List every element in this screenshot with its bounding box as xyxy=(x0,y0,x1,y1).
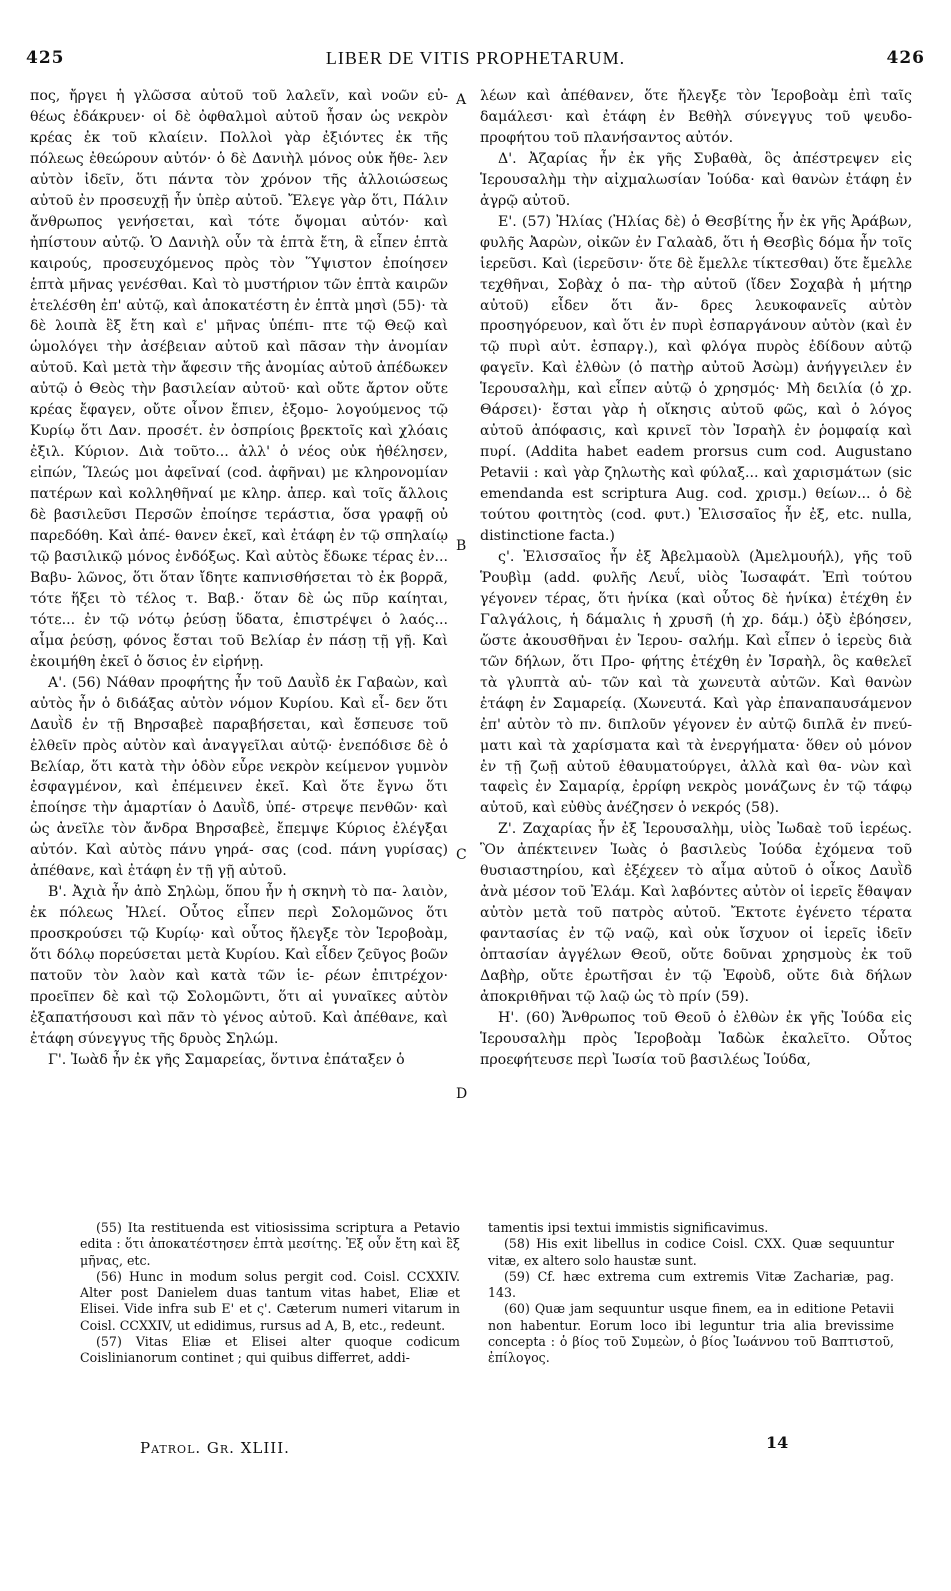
page-number-right: 426 xyxy=(886,48,925,68)
paragraph: Γ'. Ἰωὰδ ἦν ἐκ γῆς Σαμαρείας, ὅντινα ἐπάταξεν ὁ xyxy=(48,1051,405,1068)
paragraph: Η'. (60) Ἄνθρωπος τοῦ Θεοῦ ὁ ἐλθὼν ἐκ γῆς Ἰούδα εἰς Ἱερουσαλὴμ πρὸς Ἱεροβοὰμ Ἰαδὼκ ἐκαλεῖτο. Οὗτος προεφήτευσε περὶ Ἰωσία τοῦ βασιλέως Ἰούδα, xyxy=(480,1009,912,1068)
paragraph: Ζ'. Ζαχαρίας ἦν ἐξ Ἱερουσαλὴμ, υἱὸς Ἰωδαὲ τοῦ ἱερέως. Ὃν ἀπέκτεινεν Ἰωὰς ὁ βασιλεὺς Ἰούδα ἐχόμενα τοῦ θυσιαστηρίου, καὶ ἐξέχεεν τὸ αἷμα αὐτοῦ ὁ οἶκος Δαυῒδ ἀνὰ μέσον τοῦ Ἐλάμ. Καὶ λαβόντες αὐτὸν οἱ ἱερεῖς ἔθαψαν αὐτὸν μετὰ τοῦ πατρὸς αὐτοῦ. Ἔκτοτε ἐγένετο τέρατα φαντασίας ἐν τῷ ναῷ, καὶ οὐκ ἴσχυον οἱ ἱερεῖς ἰδεῖν ὀπτασίαν ἀγγέλων Θεοῦ, οὔτε δοῦναι χρησμοὺς ἐκ τοῦ Δαβὴρ, οὔτε ἐρωτῆσαι ἐν τῷ Ἐφοὺδ, οὔτε διὰ δήλων ἀποκριθῆναι τῷ λαῷ ὡς τὸ πρίν (59). xyxy=(480,821,912,1005)
paragraph: Β'. Ἀχιὰ ἦν ἀπὸ Σηλὼμ, ὅπου ἦν ἡ σκηνὴ τὸ πα- λαιὸν, ἐκ πόλεως Ἠλεί. Οὗτος εἶπεν περὶ Σολομῶνος ὅτι προσκρούσει τῷ Κυρίῳ· καὶ οὗτος ἤλεγξε τὸν Ἱεροβοὰμ, ὅτι δόλῳ πορεύσεται μετὰ Κυρίου. Καὶ εἶδεν ζεῦγος βοῶν πατοῦν τὸν λαὸν καὶ κατὰ τῶν ἱε- ρέων ἐπιτρέχον· προεῖπεν δὲ καὶ τῷ Σολομῶντι, ὅτι αἱ γυναῖκες αὐτὸν ἐξαπατήσουσι καὶ πᾶν τὸ γένος αὐτοῦ. Καὶ ἀπέθανε, καὶ ἐτάφη σύνεγγυς τῆς δρυὸς Σηλώμ. xyxy=(30,884,448,1047)
footnotes-right xyxy=(488,1220,894,1367)
footnotes-left xyxy=(80,1220,460,1367)
footnote: (59) Cf. hæc extrema cum extremis Vitæ Zachariæ, pag. 143. xyxy=(488,1268,894,1301)
paragraph: Δ'. Ἀζαρίας ἦν ἐκ γῆς Συβαθὰ, ὃς ἀπέστρεψεν εἰς Ἱερουσαλὴμ τὴν αἰχμαλωσίαν Ἰούδα· καὶ θανὼν ἐτάφη ἐν ἀγρῷ αὐτοῦ. xyxy=(480,150,912,209)
paragraph: Α'. (56) Νάθαν προφήτης ἦν τοῦ Δαυῒδ ἐκ Γαβαὼν, καὶ αὐτὸς ἦν ὁ διδάξας αὐτὸν νόμον Κυρίου. Καὶ εἶ- δεν ὅτι Δαυῒδ ἐν τῇ Βηρσαβεὲ παραβήσεται, καὶ ἔσπευσε τοῦ ἐλθεῖν πρὸς αὐτὸν καὶ ἀναγγεῖλαι αὐτῷ· ἐνεπόδισε δὲ ὁ Βελίαρ, ὅτι κατὰ τὴν ὁδὸν εὗρε νεκρὸν κείμενον γυμνὸν ἐσφαγμένον, καὶ ἐπέμεινεν ἐκεῖ. Καὶ ὅτε ἔγνω ὅτι ἐποίησε τὴν ἁμαρτίαν ὁ Δαυῒδ, ὑπέ- στρεψε πενθῶν· καὶ ὡς ἀνεῖλε τὸν ἄνδρα Βηρσαβεὲ, ἔπεμψε Κύριος ἐλέγξαι αὐτόν. Καὶ αὐτὸς πάνυ γηρά- σας (cod. πάνη γυρίσας) ἀπέθανε, καὶ ἐτάφη ἐν τῇ γῇ αὐτοῦ. xyxy=(30,674,448,880)
footnote: (55) Ita restituenda est vitiosissima scriptura a Petavio edita : ὅτι ἀποκατέστησεν ἑπτὰ μεσίτης. Ἐξ οὖν ἔτη καὶ ἓξ μῆνας, etc. xyxy=(80,1220,460,1268)
series-footer: Patrol. Gr. XLIII. xyxy=(140,1439,290,1457)
paragraph: λέων καὶ ἀπέθανεν, ὅτε ἤλεγξε τὸν Ἱεροβοὰμ ἐπὶ ταῖς δαμάλεσι· καὶ ἐτάφη ἐν Βεθὴλ σύνεγγυς τοῦ ψευδο- προφήτου τοῦ πλανήσαντος αὐτόν. xyxy=(480,88,912,146)
footnote: (56) Hunc in modum solus pergit cod. Coisl. CCXXIV. Alter post Danielem duas tantum vitas habet, Eliæ et Elisei. Vide infra sub E' et ς'. Cæterum numeri vitarum in Coisl. CCXXIV, ut edidimus, rursus ad A, B, etc., redeunt. xyxy=(80,1268,460,1333)
page-header xyxy=(26,48,925,74)
running-title: LIBER DE VITIS PROPHETARUM. xyxy=(325,48,626,68)
margin-letter-d: D xyxy=(456,1086,468,1102)
right-column xyxy=(480,86,912,1071)
margin-letter-a: A xyxy=(456,92,467,108)
footnote: (58) His exit libellus in codice Coisl. CXX. Quæ sequuntur vitæ, ex altero solo haustæ sunt. xyxy=(488,1236,894,1268)
paragraph: ς'. Ἐλισσαῖος ἦν ἐξ Ἀβελμαοὺλ (Ἀμελμουήλ), γῆς τοῦ Ῥουβὶμ (add. φυλῆς Λευΐ, υἱὸς Ἰωσαφάτ. Ἐπὶ τούτου γέγονεν τέρας, ὅτι ἡνίκα (καὶ οὗτος δὲ ἡνίκα) ἐτέχθη ἐν Γαλγάλοις, ἡ δάμαλις ἡ χρυσῆ (ἡ χρ. δάμ.) ὀξὺ ἐβόησεν, ὥστε ἀκουσθῆναι ἐν Ἱερου- σαλήμ. Καὶ εἶπεν ὁ ἱερεὺς διὰ τῶν δήλων, ὅτι Προ- φήτης ἐτέχθη ἐν Ἰσραὴλ, ὃς καθελεῖ τὰ γλυπτὰ αὐ- τῶν καὶ τὰ χωνευτὰ αὐτῶν. Καὶ θανὼν ἐτάφη ἐν Σαμαρείᾳ. (Χωνευτά. Καὶ γὰρ ἐπαναπαυσάμενον ἐπ' αὐτὸν τὸ πν. διπλοῦν γέγονεν ἐν αὐτῷ διπλᾶ ἐν πνεύ- ματι καὶ τὰ χαρίσματα καὶ τὰ ἐνεργήματα· ὅθεν οὐ μόνον ἐν τῇ ζωῇ αὐτοῦ ἐθαυματούργει, ἀλλὰ καὶ θα- νὼν καὶ ταφεὶς ἐν Σαμαρίᾳ, ἐρρίφη νεκρὸς μονάζωνς ἐν τῷ τάφῳ αὐτοῦ, καὶ εὐθὺς ἀνέζησεν ὁ νεκρός (58). xyxy=(480,548,912,817)
margin-letter-c: C xyxy=(456,847,467,863)
footnote: (60) Quæ jam sequuntur usque finem, ea in editione Petavii non habentur. Eorum loco ibi leguntur tria alia brevissime concepta : ὁ βίος τοῦ Συμεὼν, ὁ βίος Ἰωάννου τοῦ Βαπτιστοῦ, ἐπίλογος. xyxy=(488,1301,894,1366)
margin-letter-b: B xyxy=(456,538,467,554)
paragraph: πος, ἤργει ἡ γλῶσσα αὐτοῦ τοῦ λαλεῖν, καὶ νοῶν εὐ- θέως ἐδάκρυεν· οἱ δὲ ὀφθαλμοὶ αὐτοῦ ἦσαν ὡς νεκρὸν κρέας ἐκ τοῦ κλαίειν. Πολλοὶ γὰρ ἐξιόντες ἐκ τῆς πόλεως ἐθεώρουν αὐτόν· ὁ δὲ Δανιὴλ μόνος οὐκ ἤθε- λεν αὐτὸν ἰδεῖν, ὅτι πάντα τὸν χρόνον τῆς ἀλλοιώσεως αὐτοῦ ἐν προσευχῇ ἦν ὑπὲρ αὐτοῦ. Ἔλεγε γὰρ ὅτι, Πάλιν ἄνθρωπος γενήσεται, καὶ τότε ὄψομαι αὐτόν· καὶ ἠπίστουν αὐτῷ. Ὁ Δανιὴλ οὖν τὰ ἑπτὰ ἔτη, ἃ εἶπεν ἑπτὰ καιρούς, προσευχόμενος πρὸς τὸν Ὕψιστον ἐποίησεν ἑπτὰ μῆνας γενέσθαι. Καὶ τὸ μυστήριον τῶν ἑπτὰ καιρῶν ἐτελέσθη ἐπ' αὐτῷ, καὶ ἀποκατέστη ἐν ἑπτὰ μησὶ (55)· τὰ δὲ λοιπὰ ἓξ ἔτη καὶ ε' μῆνας ὑπέπι- πτε τῷ Θεῷ καὶ ὡμολόγει τὴν ἀσέβειαν αὐτοῦ καὶ πᾶσαν τὴν ἀνομίαν αὐτοῦ. Καὶ μετὰ τὴν ἄφεσιν τῆς ἀνομίας αὐτοῦ ἀπέδωκεν αὐτῷ ὁ Θεὸς τὴν βασιλείαν αὐτοῦ· καὶ οὔτε ἄρτον οὔτε κρέας ἔφαγεν, οὔτε οἶνον ἔπιεν, ἐξομο- λογούμενος τῷ Κυρίῳ ὅτι Δαν. προσέτ. ἐν ὀσπρίοις βρεκτοῖς καὶ χλόαις ἐξιλ. Κύριον. Διὰ τοῦτο... ἀλλ' ὁ νέος οὐκ ἠθέλησεν, εἰπών, Ἵλεώς μοι ἀφεῖναί (cod. ἀφῆναι) με κληρονομίαν πατέρων καὶ κολληθῆναί με κληρ. ἀπερ. καὶ τοῖς ἄλλοις δὲ βασιλεῦσι Περσῶν ἐποίησε τεράστια, ὅσα γραφῇ οὐ παρεδόθη. Καὶ ἀπέ- θανεν ἐκεῖ, καὶ ἐτάφη ἐν τῷ σπηλαίῳ τῷ βασιλικῷ μόνος ἐνδόξως. Καὶ αὐτὸς ἔδωκε τέρας ἐν... Βαβυ- λῶνος, ὅτι ὅταν ἴδητε καπνισθήσεται τὸ ἐκ βορρᾶ, τότε ἥξει τὸ τέλος τ. Βαβ.· ὅταν δὲ ὡς πῦρ καίηται, τότε... ἐν τῷ νότῳ ῥεύσῃ ὕδατα, ἐπιστρέψει ὁ λαός... αἷμα ῥεύσῃ, φόνος ἔσται τοῦ Βελίαρ ἐν πάσῃ τῇ γῇ. Καὶ ἐκοιμήθη ἐκεῖ ὁ ὅσιος ἐν εἰρήνῃ. xyxy=(30,88,448,670)
paragraph: Ε'. (57) Ἠλίας (Ἠλίας δὲ) ὁ Θεσβίτης ἦν ἐκ γῆς Ἀράβων, φυλῆς Ἀαρὼν, οἰκῶν ἐν Γαλαὰδ, ὅτι ἡ Θεσβὶς δόμα ἦν τοῖς ἱερεῦσι. Καὶ (ἱερεῦσιν· ὅτε δὲ ἔμελλε τίκτεσθαι) ὅτε ἔμελλε τεχθῆναι, Σοβὰχ ὁ πα- τὴρ αὐτοῦ (ἴδεν Σοχαβὰ ἡ μήτηρ αὐτοῦ) εἶδεν ὅτι ἄν- δρες λευκοφανεῖς αὐτὸν προσηγόρευον, καὶ ὅτι ἐν πυρὶ ἐσπαργάνουν αὐτὸν (καὶ ἐν τῷ πυρὶ αὐτ. ἐσπαργ.), καὶ φλόγα πυρὸς ἐδίδουν αὐτῷ φαγεῖν. Καὶ ἐλθὼν (ὁ πατὴρ αὐτοῦ Ἀσὼμ) ἀνήγγειλεν ἐν Ἱερουσαλὴμ, καὶ εἶπεν αὐτῷ ὁ χρησμός· Μὴ δειλία (ὁ χρ. Θάρσει)· ἔσται γὰρ ἡ οἴκησις αὐτοῦ φῶς, καὶ ὁ λόγος αὐτοῦ ἀπόφασις, καὶ κρινεῖ τὸν Ἰσραὴλ ἐν ῥομφαίᾳ καὶ πυρί. (Addita habet eadem prorsus cum cod. Augustano Petavii : καὶ γὰρ ζηλωτὴς καὶ φύλαξ... καὶ χαρισμάτων (sic emendanda est scriptura Aug. cod. χρισμ.) θείων... ὁ δὲ τούτου φοιτητὸς (cod. φυτ.) Ἐλισσαῖος ἦν ἐξ, etc. nulla, distinctione facta.) xyxy=(480,213,912,545)
footnote: tamentis ipsi textui immistis significavimus. xyxy=(488,1220,769,1235)
left-column xyxy=(30,86,448,1071)
signature-mark: 14 xyxy=(766,1433,789,1452)
footnote: (57) Vitas Eliæ et Elisei alter quoque codicum Coislinianorum continet ; qui quibus differret, addi- xyxy=(80,1334,460,1366)
page-number-left: 425 xyxy=(26,48,65,68)
